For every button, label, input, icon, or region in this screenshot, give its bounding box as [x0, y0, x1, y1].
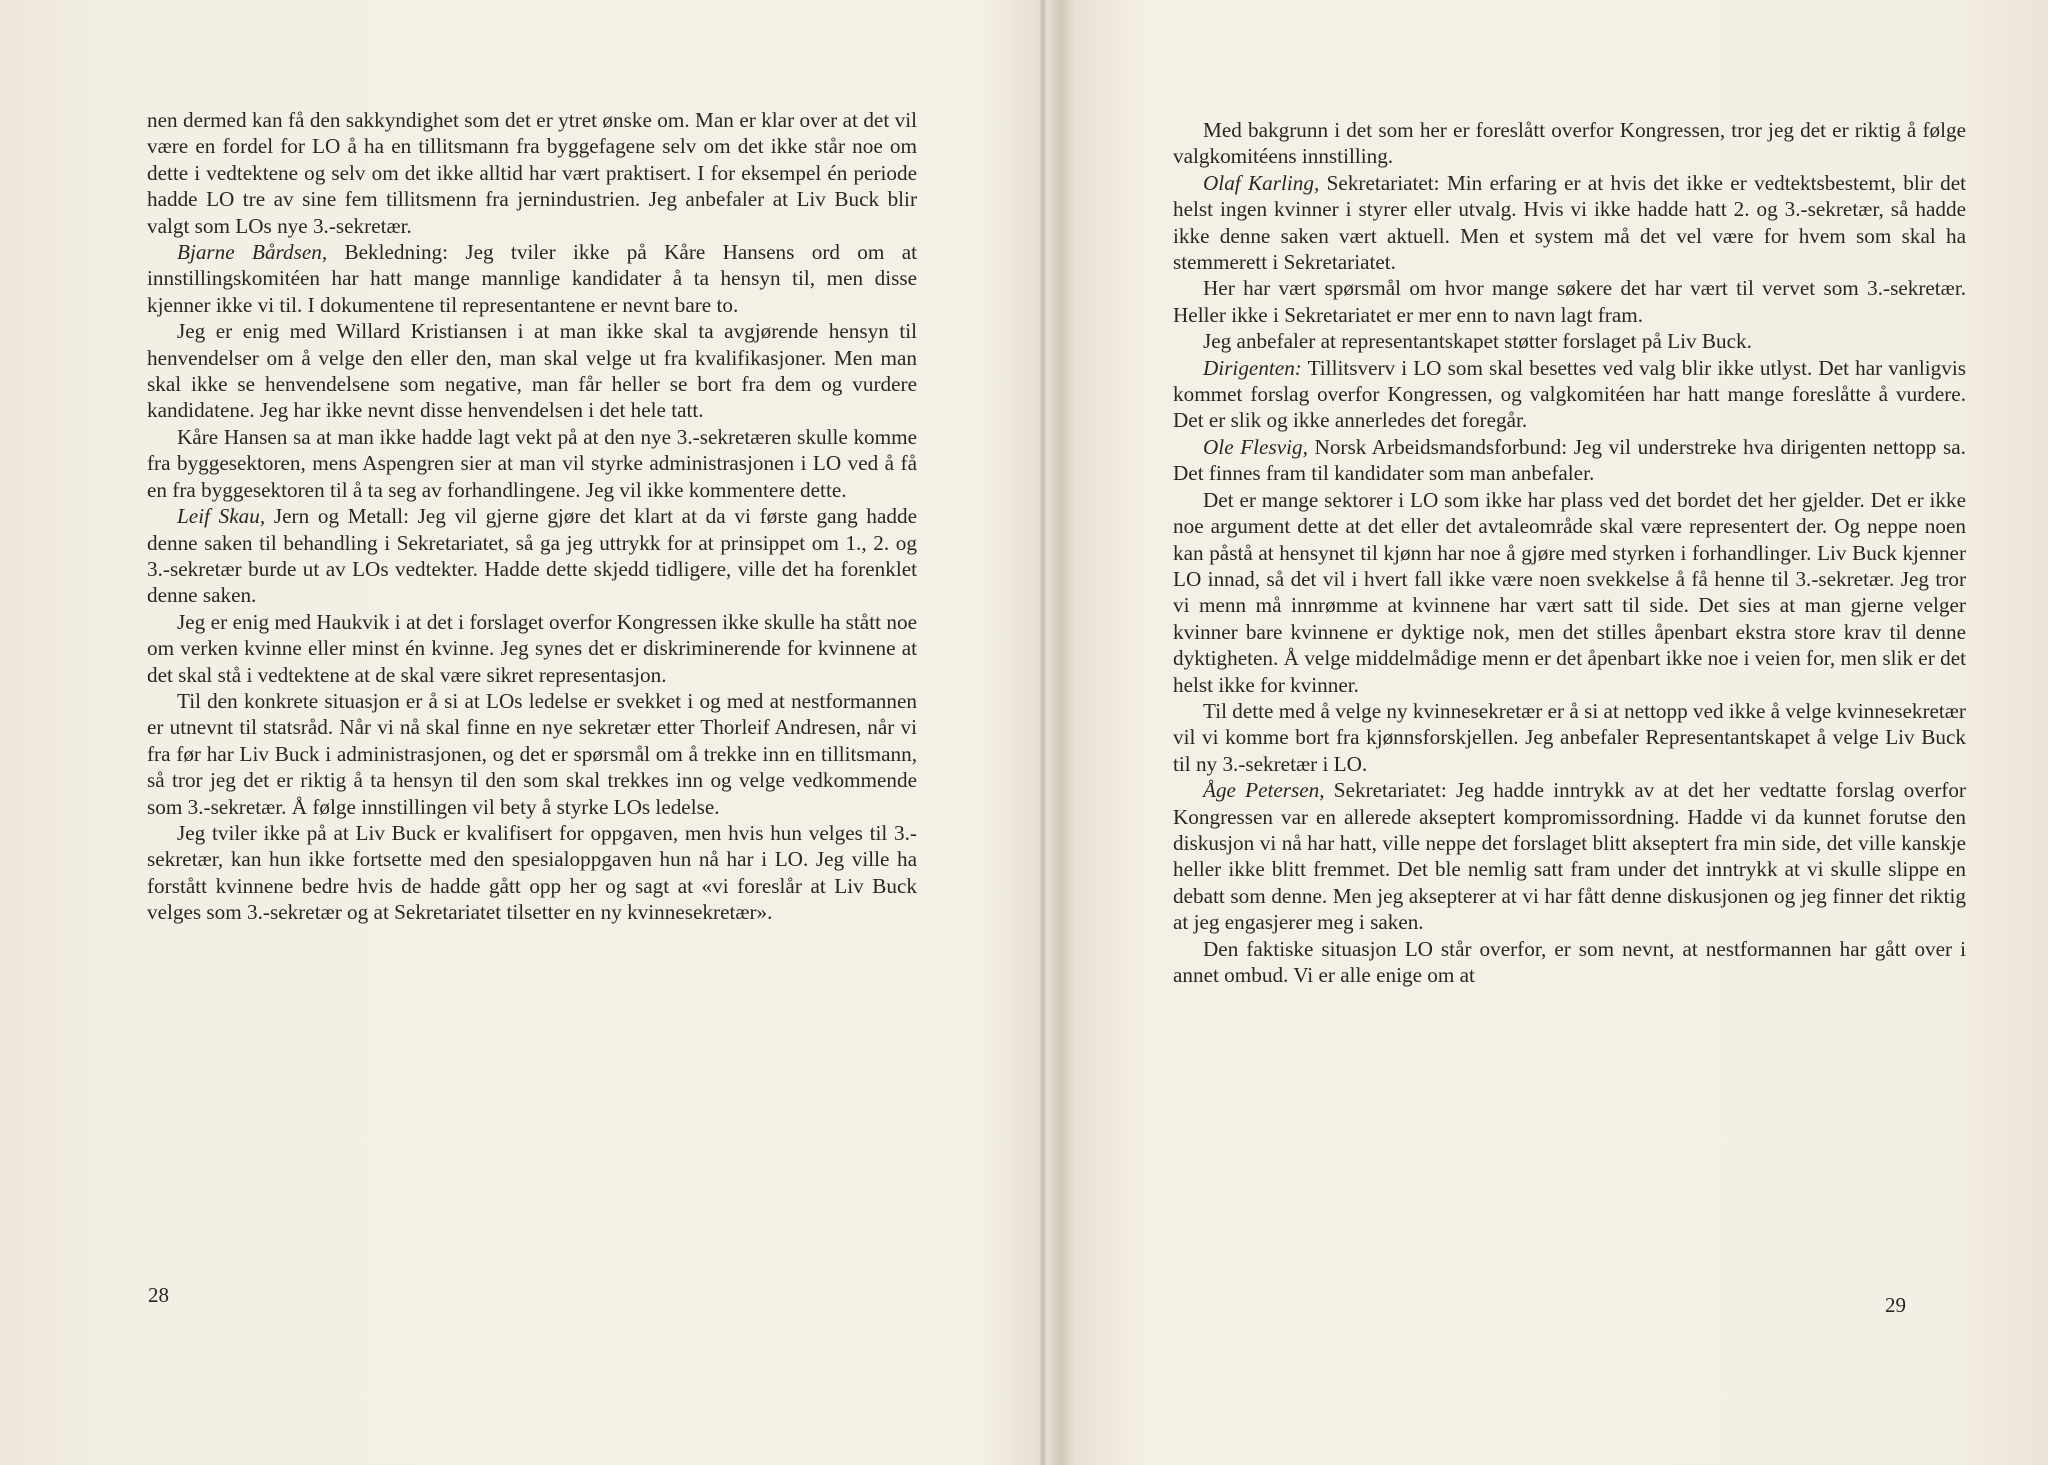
paragraph-text: Sekretariatet: Jeg hadde inntrykk av at det her vedtatte forslag overfor Kongressen var en allerede akseptert kompromissordning. Hadde vi da kunnet forutse den diskusjon vi nå har hatt, ville neppe det forslaget blitt akseptert fra min side, det ville kanskje heller ikke blitt fremmet. Det ble nemlig satt fram under det inntrykk at vi skulle slippe en debatt som denne. Men jeg aksepterer at vi har fått denne diskusjonen og jeg finner det riktig at jeg engasjerer meg i saken. — [1173, 778, 1966, 935]
paragraph-text: Jeg tviler ikke på at Liv Buck er kvalifisert for oppgaven, men hvis hun velges til 3.-sekretær, kan hun ikke fortsette med den spesialoppgaven hun nå har i LO. Jeg ville ha forstått kvinnene bedre hvis de hadde gått opp her og sagt at «vi foreslår at Liv Buck velges som 3.-sekretær og at Sekretariatet tilsetter en ny kvinnesekretær». — [147, 820, 917, 925]
page-number: 29 — [1885, 1293, 1906, 1317]
speaker-name: Leif Skau, — [177, 504, 266, 529]
paragraph — [1173, 777, 1966, 935]
paragraph — [147, 503, 917, 609]
paragraph — [1173, 275, 1966, 328]
speaker-name: Bjarne Bårdsen, — [177, 240, 328, 265]
paragraph — [1173, 936, 1966, 989]
paragraph-text: nen dermed kan få den sakkyndighet som det er ytret ønske om. Man er klar over at det vil være en fordel for LO å ha en tillitsmann fra byggefagene selv om det ikke står noe om dette i vedtektene og selv om det ikke alltid har vært praktisert. I for eksempel én periode hadde LO tre av sine fem tillitsmenn fra jernindustrien. Jeg anbefaler at Liv Buck blir valgt som LOs nye 3.-sekretær. — [147, 108, 917, 238]
paragraph-text: Med bakgrunn i det som her er foreslått overfor Kongressen, tror jeg det er riktig å følge valgkomitéens innstilling. — [1173, 118, 1966, 169]
right-page-text — [1173, 117, 1966, 988]
paragraph — [1173, 487, 1966, 698]
paragraph-text: Tillitsverv i LO som skal besettes ved valg blir ikke utlyst. Det har vanligvis kommet forslag overfor Kongressen, og valgkomitéen har hatt mange foreslåtte å vurdere. Det er slik og ikke annerledes det foregår. — [1173, 355, 1966, 433]
paragraph — [1173, 355, 1966, 434]
paragraph — [147, 609, 917, 688]
paragraph-text: Den faktiske situasjon LO står overfor, er som nevnt, at nestformannen har gått over i annet ombud. Vi er alle enige om at — [1173, 936, 1966, 987]
paragraph-text: Til den konkrete situasjon er å si at LOs ledelse er svekket i og med at nestformannen er utnevnt til statsråd. Når vi nå skal finne en nye sekretær etter Thorleif Andresen, når vi fra før har Liv Buck i administrasjonen, og det er spørsmål om å trekke inn en tillitsmann, så tror jeg det er riktig å ta hensyn til den som skal trekkes inn og velge vedkommende som 3.-sekretær. Å følge innstillingen vil bety å styrke LOs ledelse. — [147, 688, 917, 819]
paragraph-text: Jeg er enig med Willard Kristiansen i at man ikke skal ta avgjørende hensyn til henvendelser om å velge den eller den, man skal velge ut fra kvalifikasjoner. Men man skal ikke se henvendelsene som negative, man får heller se bort fra dem og vurdere kandidatene. Jeg har ikke nevnt disse henvendelsen i det hele tatt. — [147, 319, 917, 423]
paragraph-text: Jeg er enig med Haukvik i at det i forslaget overfor Kongressen ikke skulle ha stått noe om verken kvinne eller minst én kvinne. Jeg synes det er diskriminerende for kvinnene at det skal stå i vedtektene at de skal være sikret representasjon. — [147, 609, 917, 687]
paragraph-text: Norsk Arbeidsmandsforbund: Jeg vil understreke hva dirigenten nettopp sa. Det finnes fram til kandidater som man anbefaler. — [1173, 434, 1966, 486]
paragraph-text: Bekledning: Jeg tviler ikke på Kåre Hansens ord om at innstillingskomitéen har hatt mange mannlige kandidater å ta hensyn til, men disse kjenner ikke vi til. I dokumentene til representantene er nevnt bare to. — [147, 240, 917, 317]
paragraph-text: Kåre Hansen sa at man ikke hadde lagt vekt på at den nye 3.-sekretæren skulle komme fra byggesektoren, mens Aspengren sier at man vil styrke administrasjonen i LO ved å få en fra byggesektoren til å ta seg av forhandlingene. Jeg vil ikke kommentere dette. — [147, 424, 917, 502]
paragraph — [1173, 328, 1966, 354]
speaker-name: Åge Petersen, — [1203, 778, 1325, 803]
paragraph-text: Jern og Metall: Jeg vil gjerne gjøre det klart at da vi første gang hadde denne saken til behandling i Sekretariatet, så ga jeg uttrykk for at prinsippet om 1., 2. og 3.-sekretær burde ut av LOs vedtekter. Hadde dette skjedd tidligere, ville det ha forenklet denne saken. — [147, 504, 917, 608]
page-number: 28 — [148, 1283, 169, 1307]
speaker-name: Ole Flesvig, — [1203, 434, 1308, 459]
paragraph — [147, 318, 917, 424]
paragraph — [147, 239, 917, 318]
paragraph — [147, 107, 917, 239]
paragraph-text: Jeg anbefaler at representantskapet støtter forslaget på Liv Buck. — [1203, 329, 1752, 354]
paragraph — [1173, 170, 1966, 276]
paragraph — [1173, 698, 1966, 777]
paragraph-text: Her har vært spørsmål om hvor mange søkere det har vært til vervet som 3.-sekretær. Heller ikke i Sekretariatet er mer enn to navn lagt fram. — [1173, 276, 1966, 327]
left-page-text — [147, 107, 917, 926]
paragraph — [1173, 117, 1966, 170]
right-page — [1046, 0, 2048, 1465]
paragraph-text: Sekretariatet: Min erfaring er at hvis det ikke er vedtektsbestemt, blir det helst ingen kvinner i styrer eller utvalg. Hvis vi ikke hadde hatt 2. og 3.-sekretær, så hadde ikke denne saken vært aktuell. Men et system må det vel være for hvem som skal ha stemmerett i Sekretariatet. — [1173, 170, 1966, 275]
paragraph — [1173, 434, 1966, 487]
speaker-name: Dirigenten: — [1203, 355, 1302, 380]
paragraph — [147, 820, 917, 926]
paragraph-text: Det er mange sektorer i LO som ikke har plass ved det bordet det her gjelder. Det er ikke noe argument dette at det eller det avtaleområde skal være representert der. Og neppe noen kan påstå at hensynet til kjønn har noe å gjøre med styrken i forhandlinger. Liv Buck kjenner LO innad, så det vil i hvert fall ikke være noen svekkelse å få henne til 3.-sekretær. Jeg tror vi menn må innrømme at kvinnene har vært satt til side. Det sies at man gjerne velger kvinner bare kvinnene er dyktige nok, men det stilles åpenbart ekstra store krav til denne dyktigheten. Å velge middelmådige menn er det åpenbart ikke noe i veien for, men slik er det helst ikke for kvinner. — [1173, 487, 1966, 697]
speaker-name: Olaf Karling, — [1203, 170, 1320, 195]
paragraph — [147, 424, 917, 503]
paragraph-text: Til dette med å velge ny kvinnesekretær er å si at nettopp ved ikke å velge kvinnesekretær vil vi komme bort fra kjønnsforskjellen. Jeg anbefaler Representantskapet å velge Liv Buck til ny 3.-sekretær i LO. — [1173, 698, 1966, 776]
paragraph — [147, 688, 917, 820]
